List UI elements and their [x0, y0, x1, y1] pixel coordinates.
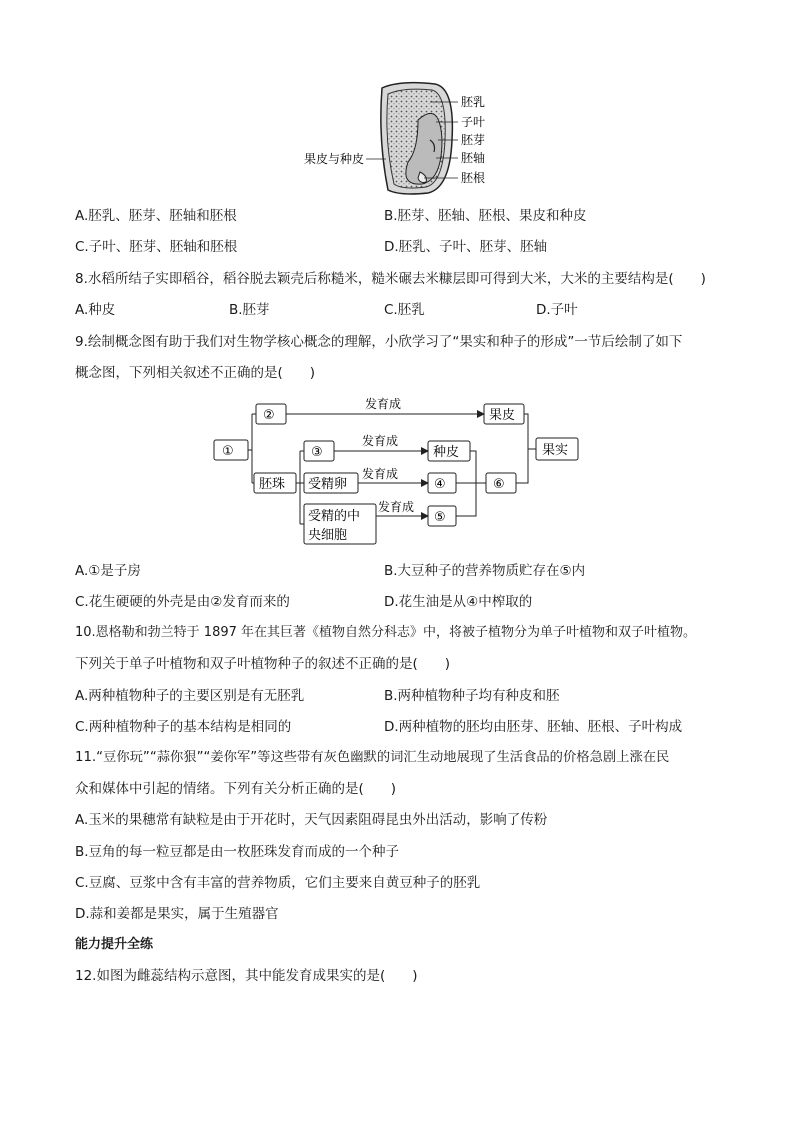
node-2: ②	[263, 408, 275, 423]
label-radicle: 胚根	[461, 171, 486, 185]
q7-option-b: B.胚芽、胚轴、胚根、果皮和种皮	[384, 208, 587, 224]
q10-option-a: A.两种植物种子的主要区别是有无胚乳	[75, 688, 305, 704]
q10-option-c: C.两种植物种子的基本结构是相同的	[75, 719, 292, 735]
concept-map	[210, 392, 590, 552]
seed-diagram	[300, 80, 500, 198]
q9-stem-line1: 9.绘制概念图有助于我们对生物学核心概念的理解，小欣学习了“果实和种子的形成”一节后绘制了如下	[75, 334, 683, 350]
q8-stem: 8.水稻所结子实即稻谷，稻谷脱去颖壳后称糙米，糙米碾去米糠层即可得到大米，大米的主要结构是( )	[75, 271, 706, 287]
node-6: ⑥	[493, 477, 505, 492]
label-pericarp-seedcoat: 果皮与种皮	[304, 152, 365, 166]
q9-option-d: D.花生油是从④中榨取的	[384, 594, 533, 610]
q7-option-d: D.胚乳、子叶、胚芽、胚轴	[384, 239, 548, 255]
arrow-label-embryo: 发育成	[362, 467, 399, 481]
node-seed-coat: 种皮	[433, 445, 460, 460]
q11-option-a: A.玉米的果穗常有缺粒是由于开花时，天气因素阻碍昆虫外出活动，影响了传粉	[75, 812, 548, 828]
label-plumule: 胚芽	[461, 133, 486, 147]
q11-stem-line2: 众和媒体中引起的情绪。下列有关分析正确的是( )	[75, 781, 397, 797]
q8-option-a: A.种皮	[75, 302, 116, 318]
q7-option-a: A.胚乳、胚芽、胚轴和胚根	[75, 208, 237, 224]
label-cotyledon: 子叶	[461, 115, 486, 129]
q8-option-d: D.子叶	[536, 302, 578, 318]
q9-stem-line2: 概念图，下列相关叙述不正确的是( )	[75, 365, 316, 381]
q8-option-c: C.胚乳	[384, 302, 425, 318]
node-pericarp: 果皮	[489, 408, 516, 423]
node-3: ③	[311, 445, 323, 460]
q10-option-b: B.两种植物种子均有种皮和胚	[384, 688, 560, 704]
q11-stem-line1: 11.“豆你玩”“蒜你狠”“姜你军”等这些带有灰色幽默的词汇生动地展现了生活食品的价格急剧上涨在民	[75, 750, 670, 765]
arrow-label-top: 发育成	[365, 397, 402, 411]
arrow-label-seedcoat: 发育成	[362, 434, 399, 448]
section-heading: 能力提升全练	[75, 937, 154, 952]
node-ovule: 胚珠	[259, 477, 286, 492]
q10-stem-line2: 下列关于单子叶植物和双子叶植物种子的叙述不正确的是( )	[75, 656, 451, 672]
q9-option-b: B.大豆种子的营养物质贮存在⑤内	[384, 563, 586, 579]
q8-option-b: B.胚芽	[229, 302, 270, 318]
q11-option-c: C.豆腐、豆浆中含有丰富的营养物质，它们主要来自黄豆种子的胚乳	[75, 875, 481, 891]
q12-stem: 12.如图为雌蕊结构示意图，其中能发育成果实的是( )	[75, 968, 418, 984]
q7-option-c: C.子叶、胚芽、胚轴和胚根	[75, 239, 238, 255]
node-central-cell-line2: 央细胞	[308, 528, 348, 543]
q9-option-a: A.①是子房	[75, 563, 141, 579]
node-fertilized-egg: 受精卵	[308, 477, 348, 492]
q11-option-b: B.豆角的每一粒豆都是由一枚胚珠发育而成的一个种子	[75, 844, 400, 860]
q11-option-d: D.蒜和姜都是果实，属于生殖器官	[75, 906, 279, 922]
label-hypocotyl: 胚轴	[461, 151, 486, 165]
node-1: ①	[222, 444, 234, 459]
node-central-cell-line1: 受精的中	[308, 509, 361, 524]
label-endosperm: 胚乳	[461, 95, 486, 109]
q10-stem-line1: 10.恩格勒和勃兰特于 1897 年在其巨著《植物自然分科志》中，将被子植物分为单子叶植物和双子叶植物。	[75, 625, 697, 640]
q9-option-c: C.花生硬硬的外壳是由②发育而来的	[75, 594, 290, 610]
node-5: ⑤	[434, 510, 446, 525]
seed-structure-figure	[300, 80, 500, 198]
node-4: ④	[434, 477, 446, 492]
arrow-label-endosperm: 发育成	[378, 500, 415, 514]
concept-map-diagram	[210, 392, 590, 552]
node-fruit: 果实	[542, 443, 569, 458]
q10-option-d: D.两种植物的胚均由胚芽、胚轴、胚根、子叶构成	[384, 719, 683, 735]
